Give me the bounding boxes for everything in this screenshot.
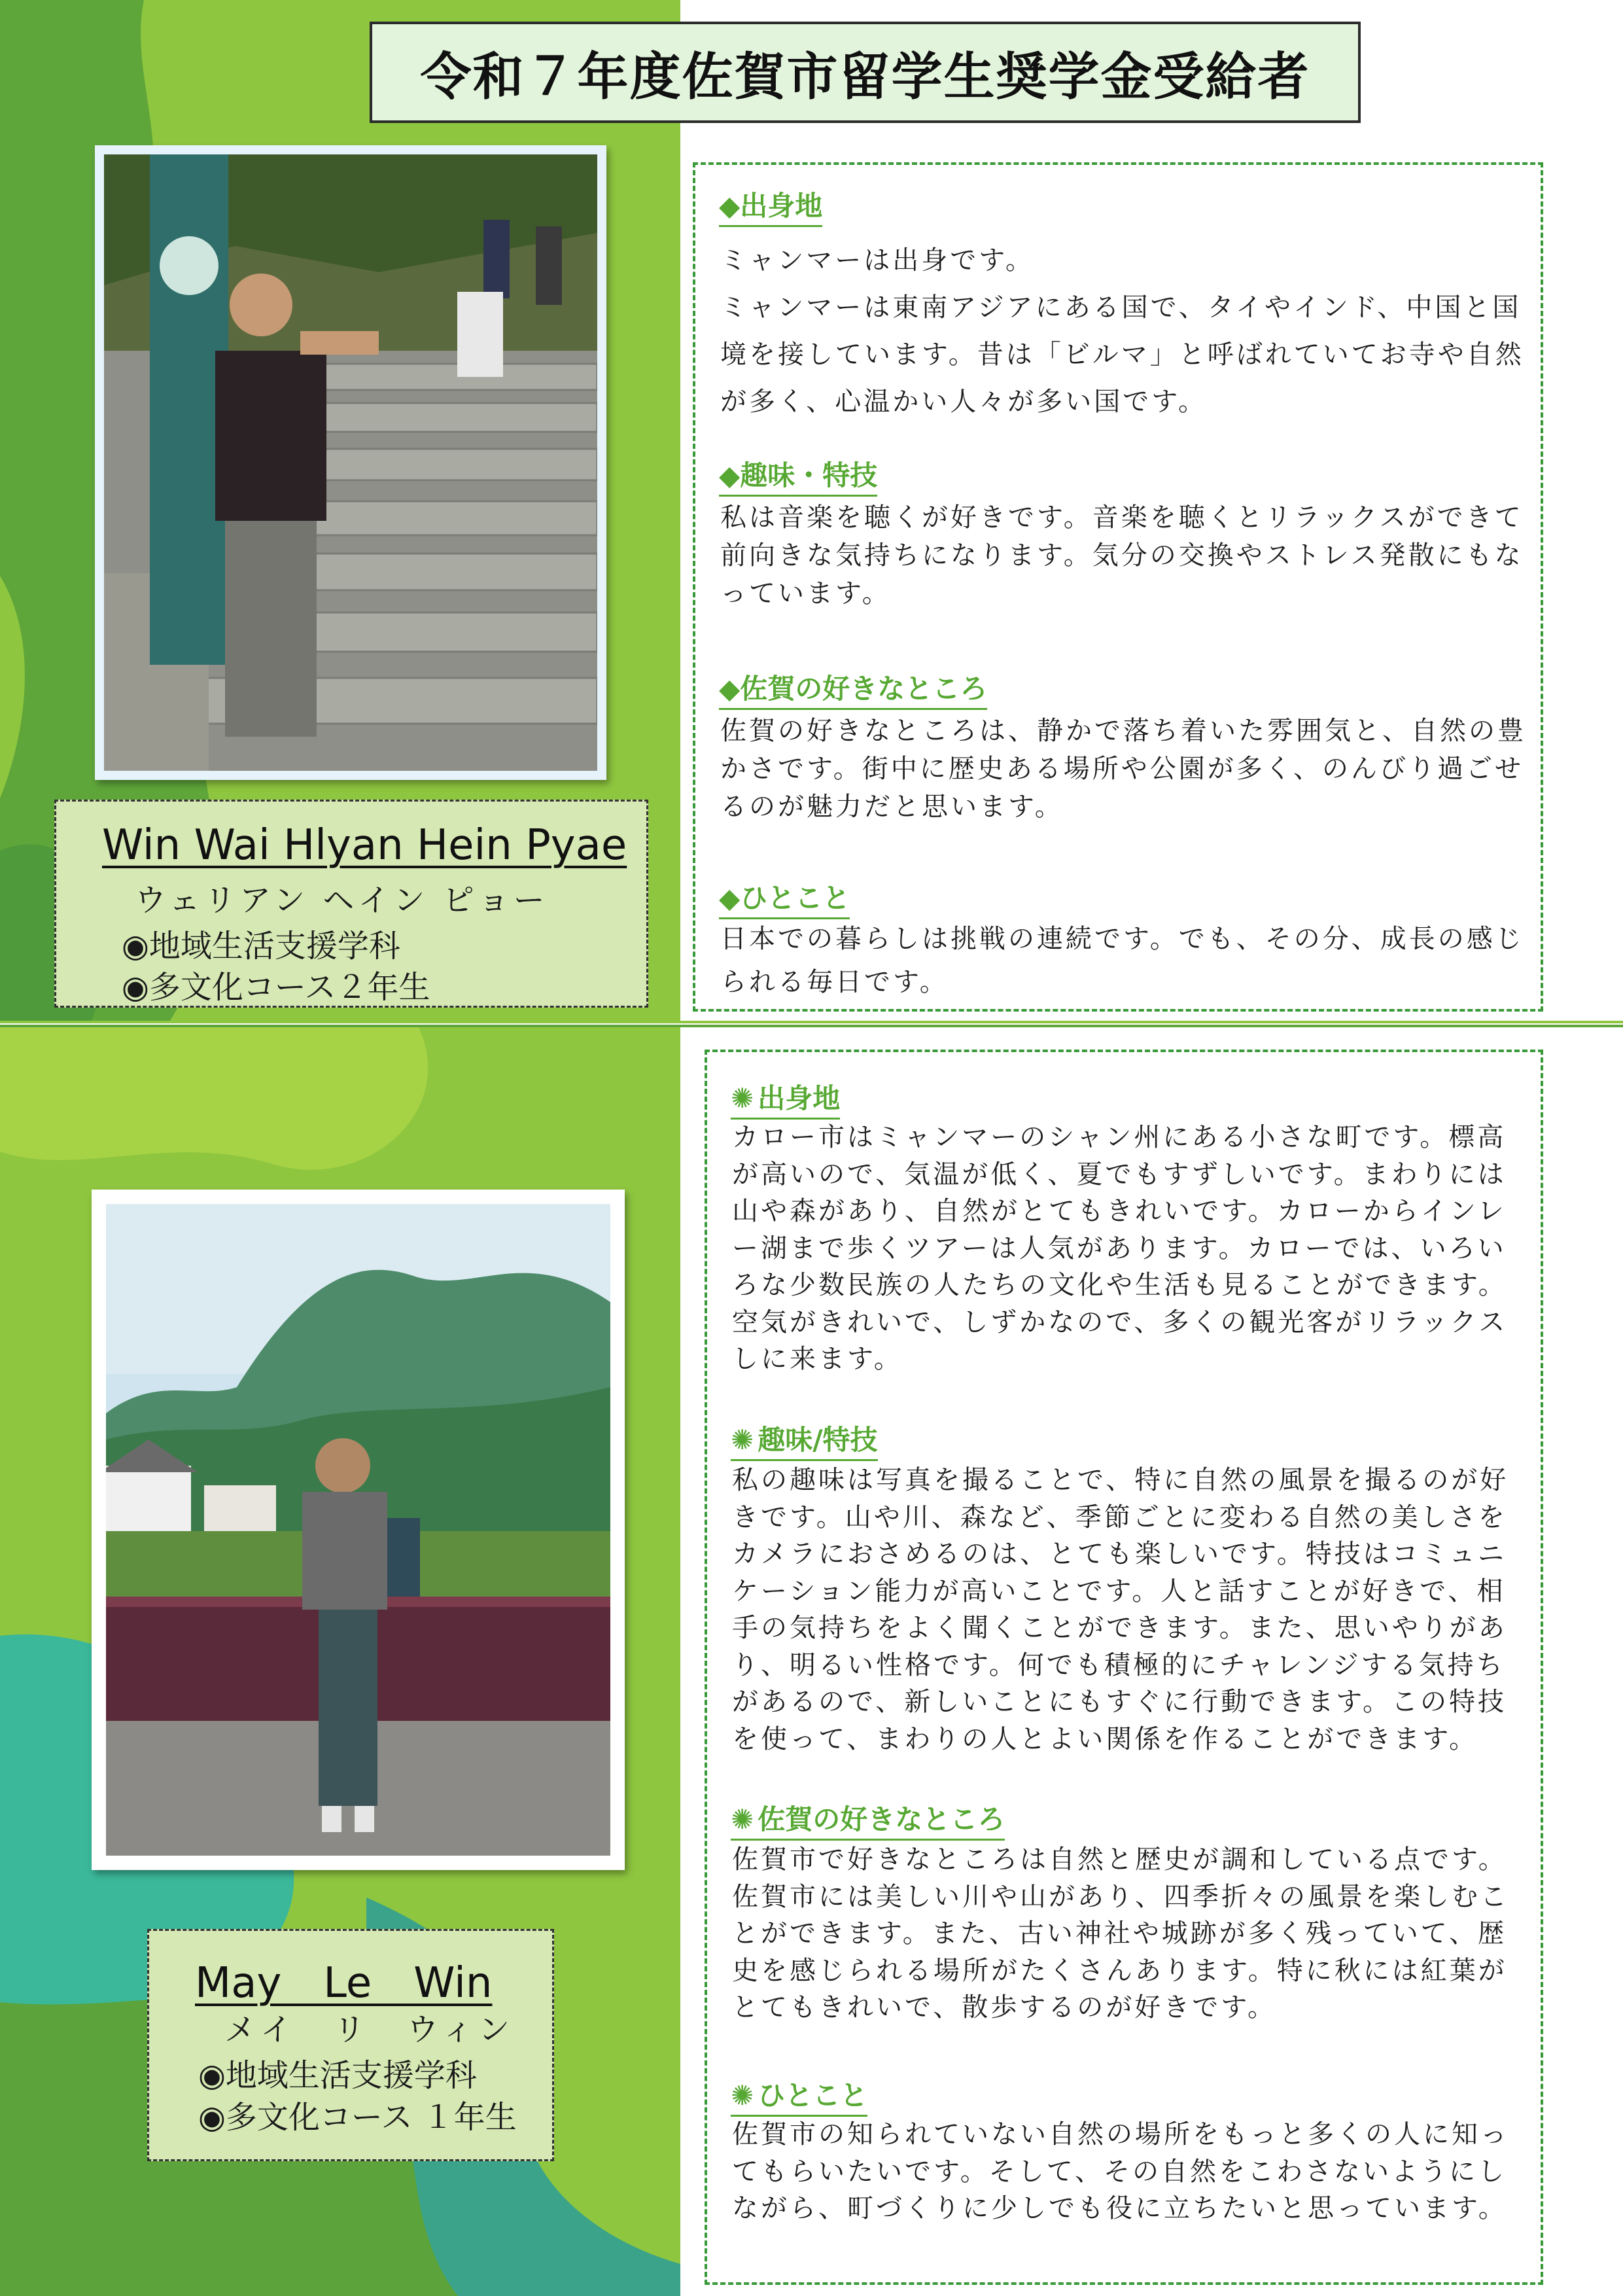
student2-text-message: 佐賀市の知られていない自然の場所をもっと多くの人に知っ てもらいたいです。そして、その自然をこわさないようにし ながら、町づくりに少しでも役に立ちたいと思っています。	[732, 2119, 1509, 2223]
student2-heading-message: ✺ ひとこと	[731, 2074, 867, 2117]
student1-text-hobby: 私は音楽を聴くが好きです。音楽を聴くとリラックスができて 前向きな気持ちになります。気分の交換やストレス発散にもな っています。	[720, 503, 1524, 609]
student1-heading-message: ◆ひとこと	[719, 877, 850, 919]
flower-icon: ✺	[731, 1424, 754, 1456]
student2-heading-hobby: ✺ 趣味/特技	[731, 1419, 878, 1461]
student1-heading-hometown: ◆出身地	[719, 185, 822, 227]
section-divider	[0, 1019, 1623, 1029]
student2-info-panel	[705, 1050, 1543, 2285]
student1-text-favorite: 佐賀の好きなところは、静かで落ち着いた雰囲気と、自然の豊 かさです。街中に歴史ある場所や公園が多く、のんびり過ごせ るのが魅力だと思います。	[720, 716, 1526, 822]
student2-text-favorite: 佐賀市で好きなところは自然と歴史が調和している点です。 佐賀市には美しい川や山があり、四季折々の風景を楽しむこ とができます。また、古い神社や城跡が多く残っていて、歴 史を感じられる場所がたくさんあります。特に秋には紅葉が とてもきれいで、散歩するのが好きです。	[732, 1845, 1509, 2022]
flower-icon: ✺	[731, 1803, 754, 1835]
student1-text-hometown: ミャンマーは出身です。 ミャンマーは東南アジアにある国で、タイやインド、中国と国 境を接しています。昔は「ビルマ」と呼ばれていてお寺や自然 が多く、心温かい人々が多い国です。	[720, 245, 1524, 417]
student1-name-card	[54, 800, 648, 1008]
student1-name-latin: Win Wai Hlyan Hein Pyae	[102, 821, 627, 870]
student1-heading-favorite: ◆佐賀の好きなところ	[719, 667, 987, 710]
student2-heading-favorite: ✺ 佐賀の好きなところ	[731, 1798, 1005, 1841]
student2-text-hobby: 私の趣味は写真を撮ることで、特に自然の風景を撮るのが好 きです。山や川、森など、季節ごとに変わる自然の美しさを カメラにおさめるのは、とても楽しいです。特技はコミュニ ケーション能力が高いことです。人と話すことが好きで、相 手の気持ちをよく聞くことができます。また、思いやりがあ り、明るい性格です。何でも積極的にチャレンジする気持ち があるので、新しいことにもすぐに行動できます。この特技 を使って、まわりの人とよい関係を作ることができます。	[732, 1465, 1509, 1754]
student1-info-panel	[693, 162, 1543, 1012]
student1-text-message: 日本での暮らしは挑戦の連続です。でも、その分、成長の感じ られる毎日です。	[720, 924, 1524, 997]
student1-photo	[95, 145, 606, 780]
student1-name-kana: ウェリアン ヘイン ピョー	[135, 882, 549, 919]
flower-icon: ✺	[731, 1082, 754, 1114]
page-title: 令和７年度佐賀市留学生奨学金受給者	[370, 22, 1361, 123]
student2-department: ◉地域生活支援学科	[198, 2057, 477, 2094]
student2-name-kana: メイ リ ウィン	[224, 2011, 515, 2048]
student2-heading-hometown: ✺ 出身地	[731, 1077, 840, 1120]
student2-name-card	[147, 1929, 554, 2161]
student2-name-latin: May Le Win	[195, 1959, 493, 2007]
student1-course: ◉多文化コース２年生	[122, 969, 430, 1006]
flower-icon: ✺	[731, 2079, 754, 2111]
student1-department: ◉地域生活支援学科	[122, 928, 400, 964]
student1-heading-hobby: ◆趣味・特技	[719, 454, 877, 497]
student2-course: ◉多文化コース １年生	[198, 2099, 517, 2136]
student2-photo	[92, 1190, 625, 1870]
student2-text-hometown: カロー市はミャンマーのシャン州にある小さな町です。標高 が高いので、気温が低く、夏でもすずしいです。まわりには 山や森があり、自然がとてもきれいです。カローからインレ ー湖まで歩くツアーは人気があります。カローでは、いろい ろな少数民族の人たちの文化や生活も見ることができます。 空気がきれいで、しずかなので、多くの観光客がリラックス しに来ます。	[732, 1122, 1508, 1374]
